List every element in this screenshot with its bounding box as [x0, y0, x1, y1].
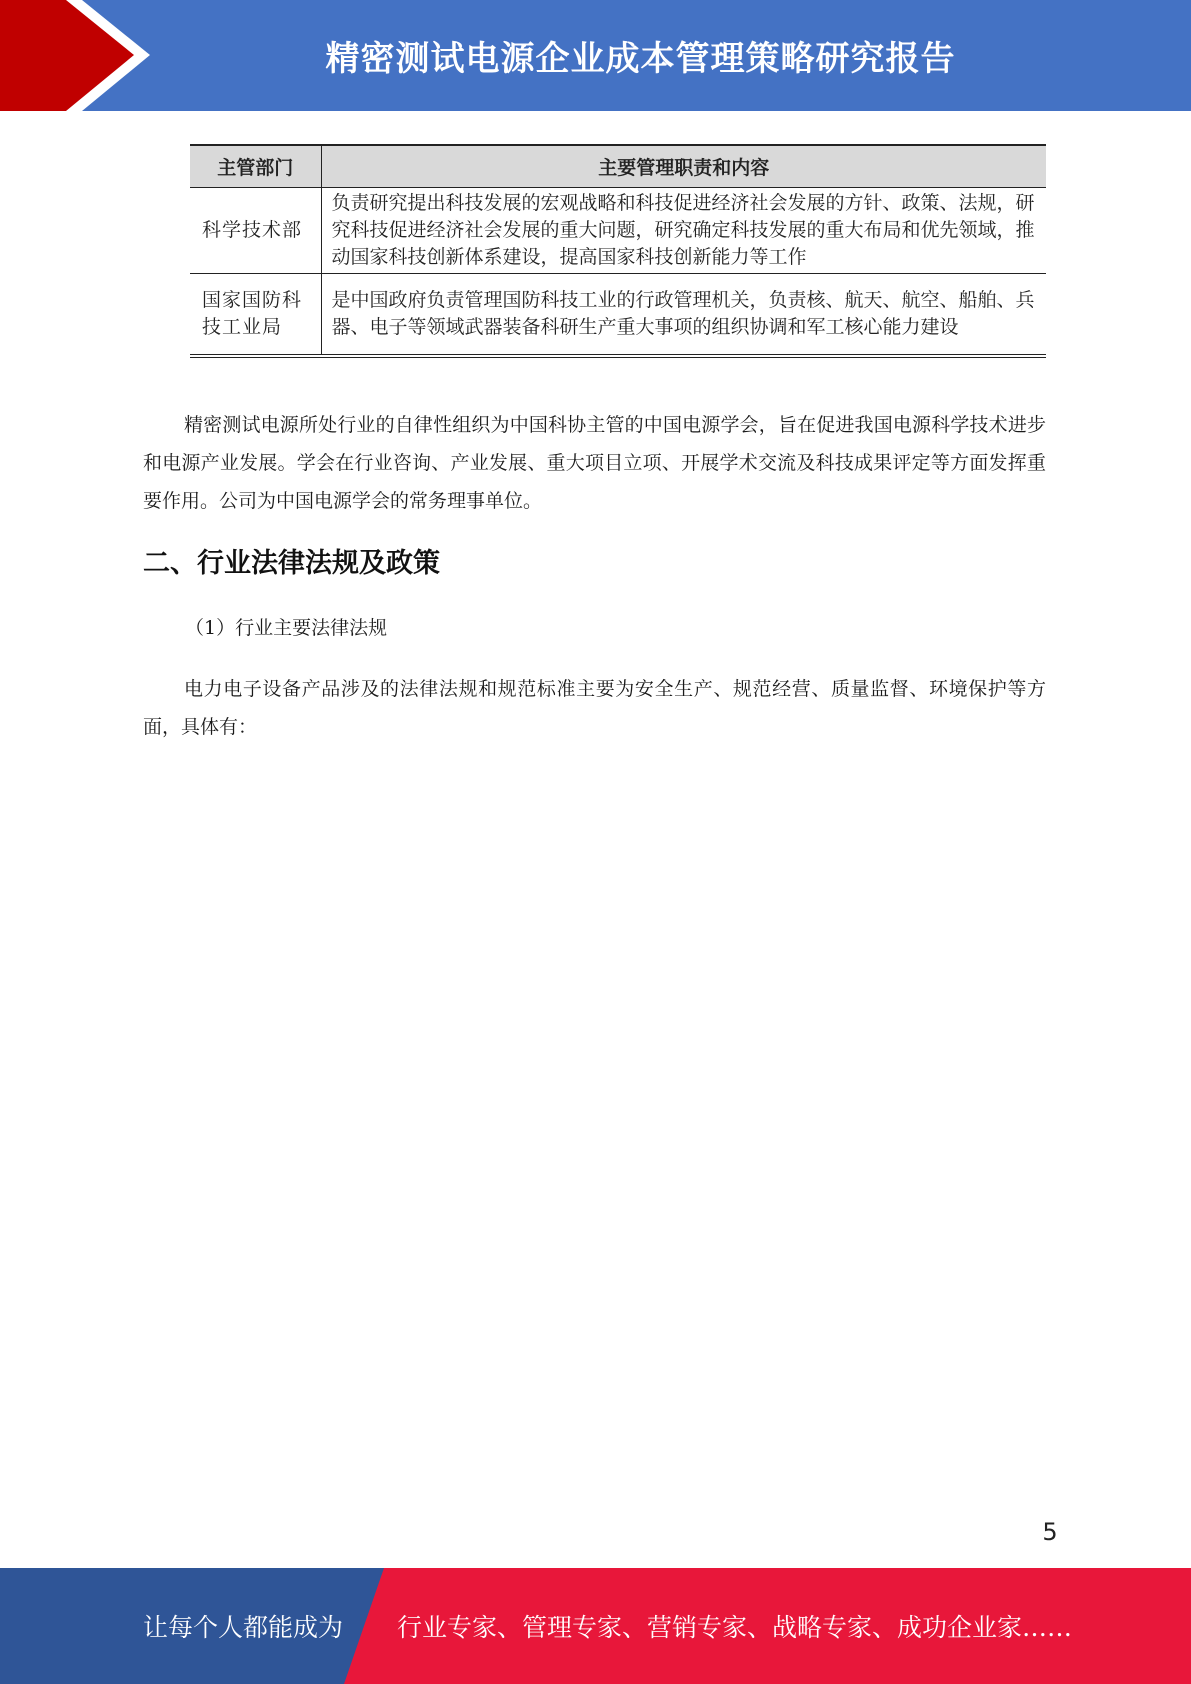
page-footer	[0, 1568, 1191, 1684]
table-header-row	[190, 145, 1046, 187]
header-arrow-icon	[0, 0, 155, 111]
department-cell: 科学技术部	[190, 187, 321, 273]
department-cell: 国家国防科技工业局	[190, 273, 321, 356]
page-header	[0, 0, 1191, 111]
footer-slogan-right: 行业专家、管理专家、营销专家、战略专家、成功企业家……	[397, 1613, 1073, 1642]
department-table	[190, 144, 1046, 358]
column-header-department: 主管部门	[190, 145, 321, 187]
column-header-duties: 主要管理职责和内容	[321, 145, 1046, 187]
paragraph-regulations: 电力电子设备产品涉及的法律法规和规范标准主要为安全生产、规范经营、质量监督、环境保护等方面，具体有：	[143, 678, 1046, 738]
duties-cell: 是中国政府负责管理国防科技工业的行政管理机关，负责核、航天、航空、船舶、兵器、电子等领域武器装备科研生产重大事项的组织协调和军工核心能力建设	[331, 288, 1035, 338]
report-title: 精密测试电源企业成本管理策略研究报告	[325, 39, 956, 79]
table-row	[190, 273, 1046, 356]
footer-slogan-left: 让每个人都能成为	[143, 1613, 344, 1642]
sub-heading: （1）行业主要法律法规	[185, 617, 388, 639]
duties-cell: 负责研究提出科技发展的宏观战略和科技促进经济社会发展的方针、政策、法规，研究科技促进经济社会发展的重大问题，研究确定科技发展的重大布局和优先领域，推动国家科技创新体系建设，提高国家科技创新能力等工作	[321, 187, 1046, 273]
section-heading: 二、行业法律法规及政策	[143, 548, 440, 579]
page-number: 5	[1042, 1518, 1058, 1546]
paragraph-industry-association: 精密测试电源所处行业的自律性组织为中国科协主管的中国电源学会，旨在促进我国电源科学技术进步和电源产业发展。学会在行业咨询、产业发展、重大项目立项、开展学术交流及科技成果评定等方面发挥重要作用。公司为中国电源学会的常务理事单位。	[143, 414, 1046, 512]
table-row	[190, 187, 1046, 273]
